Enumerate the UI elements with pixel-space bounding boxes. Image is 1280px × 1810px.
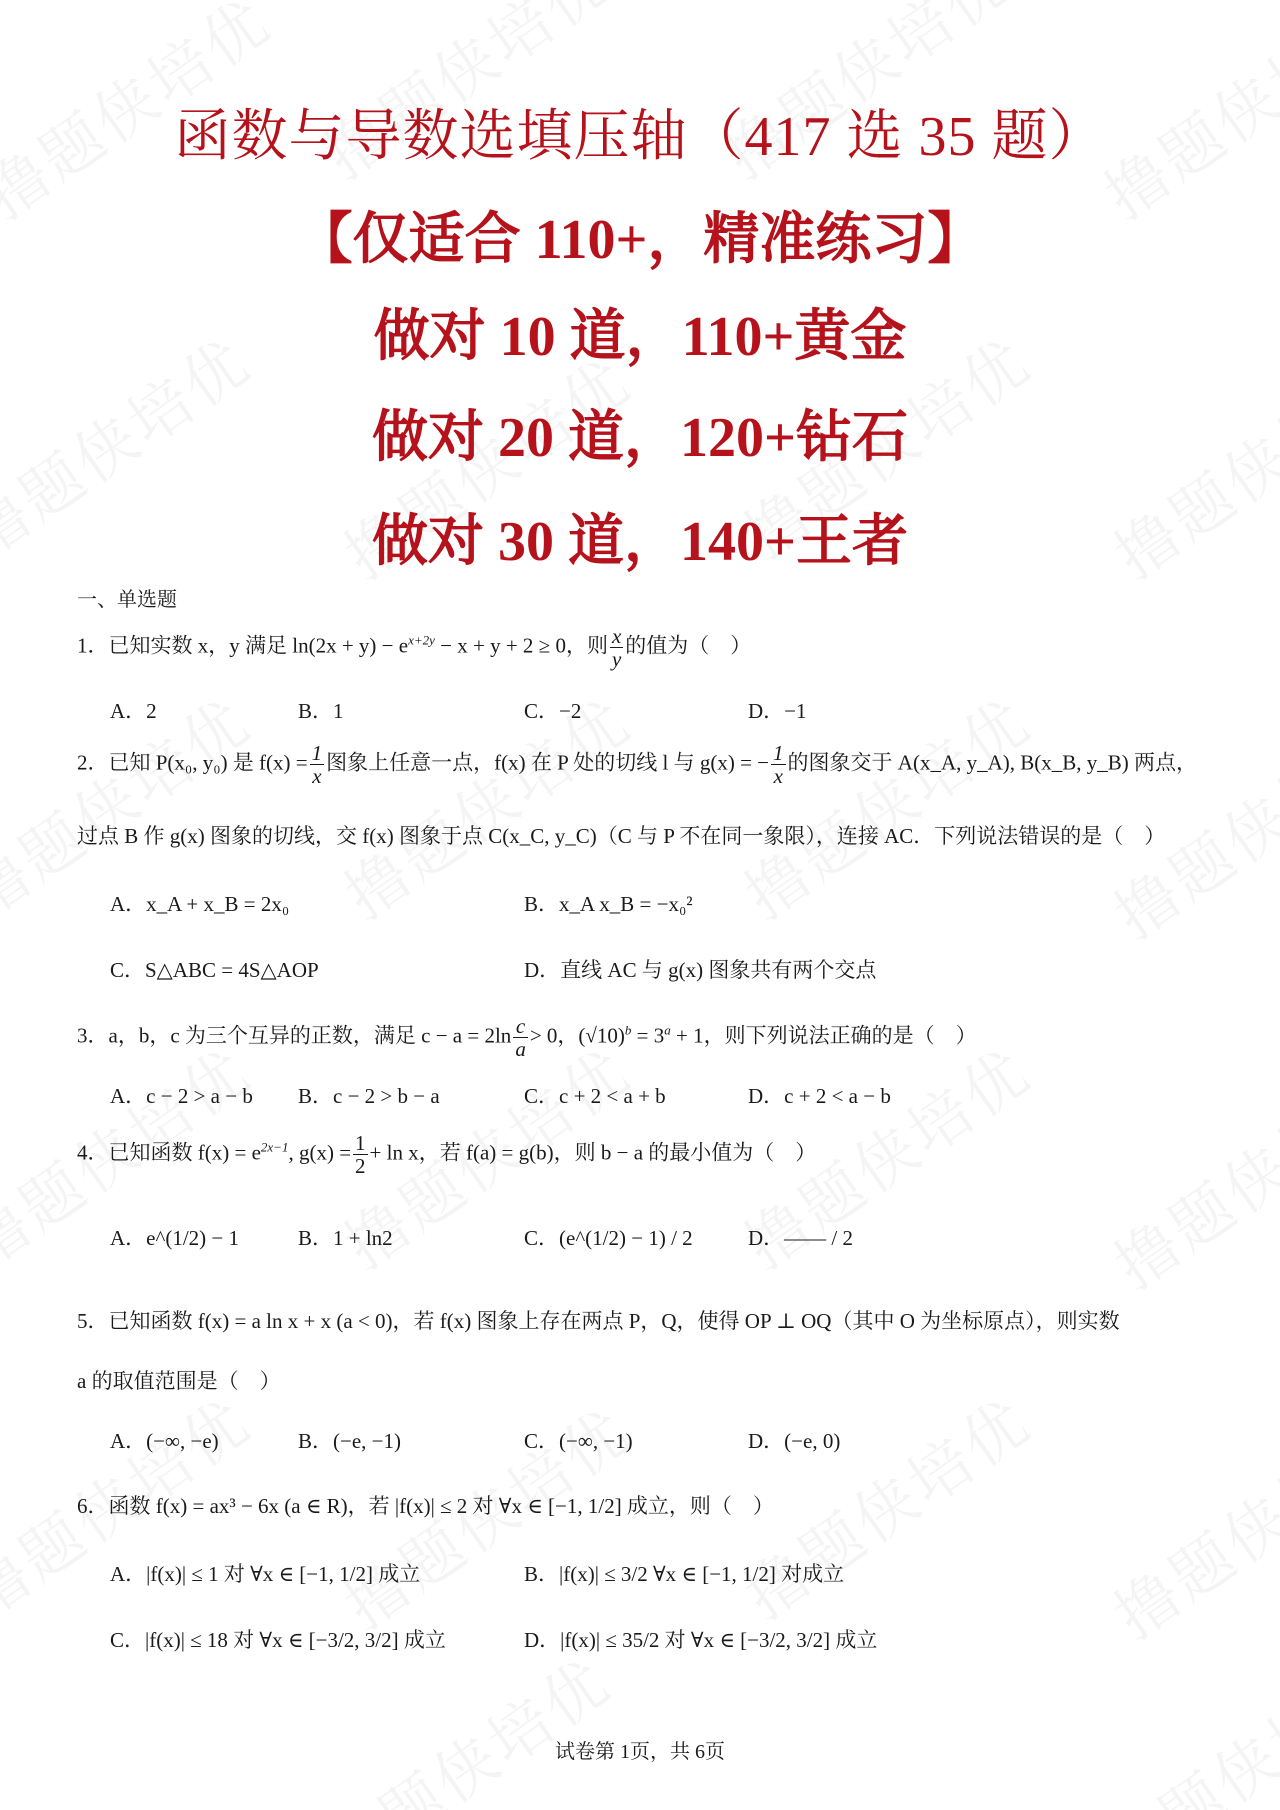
- fraction: $\frac{1}{x}$: [311, 741, 323, 789]
- option-b[interactable]: B．1: [298, 699, 344, 723]
- question-stem: 函数 f(x) = ax³ − 6x (a ∈ R)，若 |f(x)| ≤ 2 对 ∀x ∈ [−1, 1/2] 成立，则（ ）: [108, 1494, 774, 1518]
- fraction: $\frac{x}{y}$: [611, 624, 622, 672]
- question-number: 3．: [77, 1023, 109, 1048]
- question-stem: a，b，c 为三个互异的正数，满足 c − a = 2ln: [108, 1023, 512, 1048]
- question-stem: 已知函数 f(x) = e: [108, 1140, 261, 1165]
- tier-gold: 做对 10 道，110+黄金: [373, 306, 907, 368]
- question-stem: 的图象交于 A(x_A, y_A), B(x_B, y_B) 两点，: [787, 750, 1198, 775]
- question-stem: , g(x) =: [288, 1140, 352, 1165]
- option-c[interactable]: C．(e^(1/2) − 1) / 2: [524, 1226, 693, 1250]
- question-number: 6．: [77, 1494, 109, 1518]
- exponent: 2x−1: [260, 1139, 289, 1155]
- option-c[interactable]: C．(−∞, −1): [524, 1429, 633, 1453]
- question-stem: 已知函数 f(x) = a ln x + x (a < 0)，若 f(x) 图象上存在两点 P，Q，使得 OP ⊥ OQ（其中 O 为坐标原点），则实数: [108, 1309, 1120, 1333]
- option-b[interactable]: B．(−e, −1): [298, 1429, 402, 1453]
- section-heading: 一、单选题: [77, 589, 177, 611]
- option-a[interactable]: A．c − 2 > a − b: [110, 1084, 253, 1108]
- question-number: 4．: [77, 1140, 109, 1165]
- option-b[interactable]: B．x_A x_B = −x₀²: [524, 892, 693, 916]
- option-b[interactable]: B．|f(x)| ≤ 3/2 ∀x ∈ [−1, 1/2] 对成立: [524, 1562, 845, 1586]
- question-6: [77, 1490, 774, 1520]
- question-2-line2: 过点 B 作 g(x) 图象的切线，交 f(x) 图象于点 C(x_C, y_C)（C 与 P 不在同一象限），连接 AC．下列说法错误的是（ ）: [77, 824, 1166, 848]
- tier-king: 做对 30 道，140+王者: [372, 511, 908, 573]
- option-c[interactable]: C．S△ABC = 4S△AOP: [110, 958, 319, 982]
- tier-diamond: 做对 20 道，120+钻石: [372, 407, 908, 469]
- option-d[interactable]: D．−1: [748, 699, 807, 723]
- question-stem: = 3: [631, 1023, 665, 1048]
- option-b[interactable]: B．1 + ln2: [298, 1226, 393, 1250]
- question-2: [77, 742, 1197, 787]
- option-c[interactable]: C．c + 2 < a + b: [524, 1084, 666, 1108]
- page-subtitle: 【仅适合 110+，精准练习】: [296, 209, 984, 271]
- question-number: 2．: [77, 750, 109, 775]
- question-1: [77, 625, 751, 670]
- question-stem: 已知实数 x，y 满足 ln(2x + y) − e: [108, 633, 409, 658]
- option-d[interactable]: D．(−e, 0): [748, 1429, 841, 1453]
- option-a[interactable]: A．2: [110, 699, 157, 723]
- question-stem: > 0，(√10): [529, 1023, 625, 1048]
- option-a[interactable]: A．x_A + x_B = 2x₀: [110, 892, 290, 916]
- question-3: [77, 1015, 977, 1060]
- question-stem: − x + y + 2 ≥ 0，则: [434, 633, 608, 658]
- option-a[interactable]: A．e^(1/2) − 1: [110, 1226, 240, 1250]
- option-b[interactable]: B．c − 2 > b − a: [298, 1084, 440, 1108]
- fraction: $\frac{1}{2}$: [355, 1131, 366, 1179]
- question-stem: + 1，则下列说法正确的是（ ）: [670, 1023, 977, 1048]
- option-d[interactable]: D．c + 2 < a − b: [748, 1084, 891, 1108]
- exponent: x+2y: [408, 632, 435, 648]
- fraction: $\frac{c}{a}$: [515, 1014, 526, 1062]
- option-c[interactable]: C．|f(x)| ≤ 18 对 ∀x ∈ [−3/2, 3/2] 成立: [110, 1628, 446, 1652]
- question-stem: 已知 P(x₀, y₀) 是 f(x) =: [108, 750, 308, 775]
- option-d[interactable]: D．—— / 2: [748, 1226, 853, 1250]
- question-stem: 图象上任意一点，f(x) 在 P 处的切线 l 与 g(x) = −: [326, 750, 770, 775]
- question-number: 5．: [77, 1309, 109, 1333]
- option-d[interactable]: D．直线 AC 与 g(x) 图象共有两个交点: [524, 958, 877, 982]
- option-d[interactable]: D．|f(x)| ≤ 35/2 对 ∀x ∈ [−3/2, 3/2] 成立: [524, 1628, 878, 1652]
- exponent: a: [664, 1022, 671, 1038]
- question-stem: + ln x，若 f(a) = g(b)，则 b − a 的最小值为（ ）: [369, 1140, 817, 1165]
- fraction: $\frac{1}{x}$: [773, 741, 784, 789]
- exponent: b: [624, 1022, 632, 1038]
- question-4: [77, 1132, 816, 1177]
- option-a[interactable]: A．(−∞, −e): [110, 1429, 219, 1453]
- question-number: 1．: [77, 633, 109, 658]
- option-a[interactable]: A．|f(x)| ≤ 1 对 ∀x ∈ [−1, 1/2] 成立: [110, 1562, 421, 1586]
- question-5: [77, 1305, 1120, 1335]
- page-title: 函数与导数选填压轴（417 选 35 题）: [174, 106, 1106, 168]
- question-stem: 的值为（ ）: [625, 633, 752, 658]
- question-5-line2: a 的取值范围是（ ）: [77, 1369, 281, 1393]
- option-c[interactable]: C．−2: [524, 699, 582, 723]
- page-footer: 试卷第 1页，共 6页: [555, 1741, 725, 1763]
